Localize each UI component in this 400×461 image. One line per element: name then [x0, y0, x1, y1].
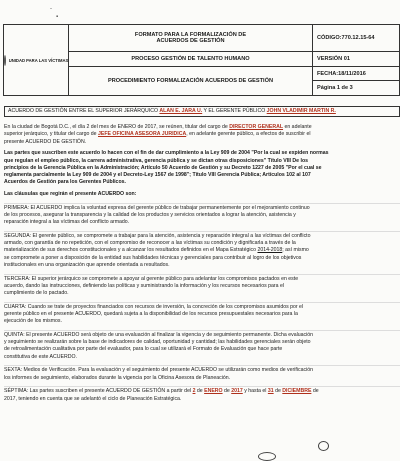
- coat-of-arms-icon: [4, 55, 6, 66]
- logo-cell: [4, 25, 69, 96]
- start-day: 2: [192, 388, 196, 395]
- superior-role: DIRECTOR GENERAL: [229, 124, 284, 131]
- unit-logo: UNIDAD PARA LAS VÍCTIMAS: [8, 57, 69, 63]
- start-month: ENERO: [204, 388, 223, 395]
- procedure-name: PROCEDIMIENTO FORMALIZACIÓN ACUERDOS DE GESTIÓN: [69, 66, 313, 95]
- intro-paragraph: En la ciudad de Bogotá D.C., el día 2 del mes de ENERO de 2017, se reúnen, titular del cargo de DIRECTOR GENERAL en adelante superior jerárquico, y titular del cargo de JEFE OFICINA ASESORA JURIDICA, en adelante gerente público, a efectos de suscribir el presente ACUERDO DE GESTIÓN.: [4, 124, 312, 145]
- clause-seventh: SÉPTIMA: Las partes suscriben el presente ACUERDO DE GESTIÓN a partir del 2 de ENERO de 2017 y hasta el 31 de DICIEMBRE de 2017, teniendo en cuenta que se adelantó el ciclo de Planeación Estratégica.: [4, 386, 400, 402]
- handwritten-mark: [318, 441, 329, 451]
- form-title-line1: FORMATO PARA LA FORMALIZACIÓN DE: [134, 32, 247, 39]
- manager-name: JOHN VLADIMIR MARTIN R.: [266, 108, 336, 114]
- legal-basis-paragraph: Las partes que suscriben este acuerdo lo hacen con el fin de dar cumplimiento a la Ley 909 de 2004 "Por la cual se expiden normas que regulan el empleo público, la carrera administrativa, gerencia pública y se dictan otras disposiciones" Título VIII De los principios de la Gerencia Pública en la Administración; Artículo 50 Acuerdo de Gestión y su Decreto 1227 de 2005 "Por el cual se reglamenta parcialmente la Ley 909 de 2004 y el Decreto-Ley 1567 de 1998"; Título VIII Gerencia Pública; Artículos 102 al 107 Acuerdos de Gestión para los Gerentes Públicos.: [4, 150, 329, 186]
- document-version: VERSIÓN 01: [313, 52, 400, 67]
- scan-mark: ▪: [56, 14, 59, 20]
- strategic-map-period: 2014-2018: [257, 247, 283, 254]
- clause-second: SEGUNDA: El gerente público, se compromete a trabajar para la atención, asistencia y reparación integral a las víctimas del conflicto armado, con garantía de no repetición, con el compromiso de reconocer a las víctimas su condición y dignificarla a través de la materialización de sus derechos constitucionales y a alcanzar los resultados definidos en el Mapa Estratégico 2014-2018; así mismo se compromete a poner a disposición de la entidad sus habilidades técnicas y gerenciales para contribuir al logro de los objetivos institucionales en una organización que aprende orientada a resultados.: [4, 231, 400, 269]
- end-month: DICIEMBRE: [282, 388, 312, 395]
- page-number: Página 1 de 3: [313, 81, 400, 96]
- end-day: 31: [267, 388, 274, 395]
- clause-first: PRIMERA: El ACUERDO implica la voluntad expresa del gerente público de trabajar permanentemente por el mejoramiento continuo de los procesos, asegurar la transparencia y la calidad de los productos y servicios orientados a lograr la atención, asistencia y reparación integral a las víctimas del conflicto armado.: [4, 203, 400, 227]
- form-title: [69, 25, 313, 52]
- document-code: CÓDIGO:770.12.15-64: [313, 25, 400, 52]
- form-title-line2: ACUERDOS DE GESTIÓN: [156, 38, 225, 45]
- agreement-body: [4, 106, 400, 407]
- clause-sixth: SEXTA: Medios de Verificación. Para la evaluación y el seguimiento del presente ACUERDO se utilizarán como medios de verificación los informes de seguimiento, elaborados durante la vigencia por la Oficina Asesora de Planeación.: [4, 365, 400, 381]
- agreement-headline: ACUERDO DE GESTIÓN ENTRE EL SUPERIOR JERÁRQUICO ALAN E. JARA U. Y EL GERENTE PÚBLICO JOHN VLADIMIR MARTIN R.: [4, 106, 400, 117]
- scan-mark: -: [50, 6, 52, 12]
- manager-role: JEFE OFICINA ASESORA JURIDICA: [98, 131, 187, 138]
- document-date: FECHA:18/11/2016: [313, 66, 400, 81]
- process-name: PROCESO GESTIÓN DE TALENTO HUMANO: [69, 52, 313, 67]
- handwritten-mark: [258, 452, 276, 461]
- clause-third: TERCERA: El superior jerárquico se compromete a apoyar al gerente público para adelantar los compromisos pactados en este acuerdo, dando las instrucciones, definiendo las políticas y suministrando la información y los recursos necesarios para el cumplimiento de lo pactado.: [4, 274, 400, 298]
- clauses-title: Las cláusulas que regirán el presente ACUERDO son:: [4, 191, 137, 198]
- clause-fourth: CUARTA: Cuando se trate de proyectos financiados con recursos de inversión, la concreción de los compromisos asumidos por el gerente público en el presente ACUERDO, quedará sujeta a la disponibilidad de los recursos presupuestales necesarios para la ejecución de los mismos.: [4, 302, 400, 326]
- clause-fifth: QUINTA: El presente ACUERDO será objeto de una evaluación al finalizar la vigencia y de seguimiento permanente. Dicha evaluación y seguimiento se realizarán sobre la base de indicadores de calidad, oportunidad y cantidad; las habilidades gerenciales serán objeto de retroalimentación cualitativa por parte del evaluador, para lo cual se utilizará el Formato de Evaluación que hace parte constitutiva de este ACUERDO.: [4, 330, 400, 361]
- document-header: [3, 24, 400, 96]
- superior-name: ALAN E. JARA U.: [159, 108, 203, 114]
- start-year: 2017: [231, 388, 243, 395]
